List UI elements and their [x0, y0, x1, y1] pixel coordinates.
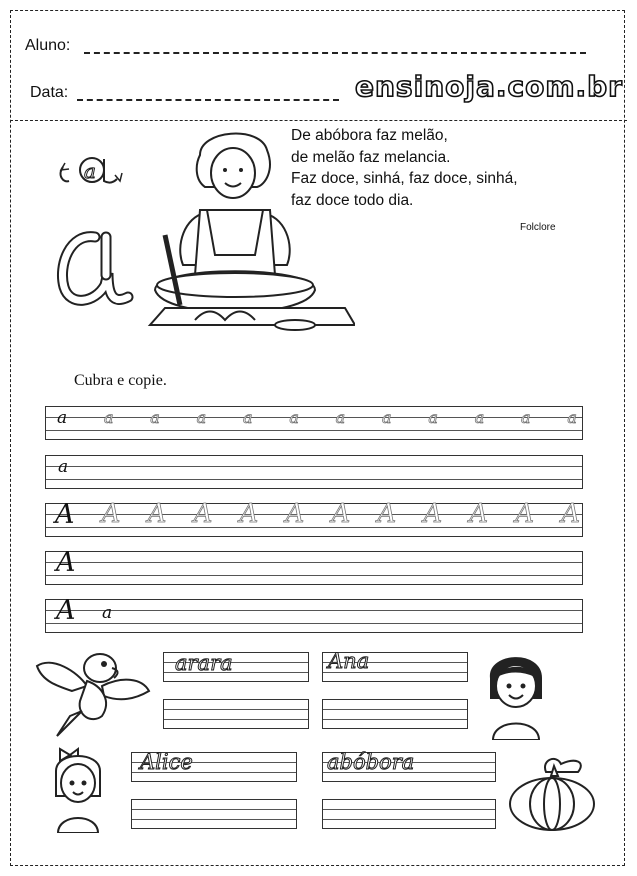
brand-logo: ensinoja.com.br	[355, 70, 623, 103]
exercise-instruction: Cubra e copie.	[74, 372, 167, 389]
upper-trace-letters	[55, 499, 580, 530]
trace-letter: a	[150, 408, 160, 427]
practice-row-upper-lower-copy[interactable]	[45, 599, 583, 633]
date-label: Data:	[30, 84, 69, 101]
practice-row-upper-copy[interactable]	[45, 551, 583, 585]
model-letter: a	[102, 603, 113, 623]
pumpkin-picture	[506, 752, 598, 832]
poem-line: Faz doce, sinhá, faz doce, sinhá,	[291, 170, 518, 187]
trace-letter: A	[515, 499, 535, 529]
word-alice: Alice	[140, 750, 193, 774]
uppercase-a-trace-icon	[50, 225, 140, 315]
trace-letter: a	[242, 408, 253, 427]
word-box-alice-copy[interactable]	[131, 799, 297, 829]
word-box-abobora-copy[interactable]	[322, 799, 496, 829]
word-arara: arara	[175, 651, 233, 675]
trace-letter: a	[103, 408, 114, 427]
practice-row-lower-copy[interactable]	[45, 455, 583, 489]
word-ana: Ana	[328, 649, 370, 673]
poem	[291, 125, 518, 211]
student-name-field[interactable]	[84, 52, 586, 54]
model-letter: a	[57, 408, 68, 428]
trace-letter: A	[239, 499, 259, 529]
lower-trace-letters	[57, 408, 577, 428]
parrot-picture	[32, 646, 154, 741]
trace-letter: A	[147, 499, 167, 529]
poem-line: De abóbora faz melão,	[291, 127, 448, 144]
word-abobora: abóbora	[327, 750, 415, 774]
trace-letter: A	[285, 499, 305, 529]
trace-letter: a	[289, 408, 299, 427]
date-field[interactable]	[77, 99, 339, 101]
poem-line: de melão faz melancia.	[291, 148, 451, 166]
lowercase-letter: a	[84, 159, 96, 183]
model-letter: A	[56, 595, 76, 626]
header-divider	[10, 120, 627, 121]
poem-line: faz doce todo dia.	[291, 191, 414, 209]
trace-letter: A	[331, 499, 351, 529]
model-letter: a	[58, 457, 69, 477]
trace-letter: A	[101, 499, 121, 529]
trace-letter: a	[567, 408, 577, 427]
trace-letter: a	[428, 408, 438, 427]
word-box-arara-copy[interactable]	[163, 699, 309, 729]
trace-letter: A	[423, 499, 443, 529]
trace-letter: a	[335, 408, 346, 427]
student-label: Aluno:	[25, 37, 71, 54]
trace-letter: a	[196, 408, 207, 427]
girl-picture	[483, 648, 548, 740]
word-box-ana-copy[interactable]	[322, 699, 468, 729]
trace-letter: a	[382, 408, 392, 427]
trace-letter: A	[561, 499, 580, 529]
poem-attribution: Folclore	[520, 222, 556, 233]
trace-letter: a	[474, 408, 485, 427]
girl-with-bow-picture	[48, 741, 108, 833]
trace-letter: a	[521, 408, 531, 427]
trace-letter: A	[193, 499, 213, 529]
model-letter: A	[56, 547, 76, 578]
trace-letter: A	[469, 499, 489, 529]
model-letter: A	[55, 499, 75, 530]
lowercase-a-trace-icon	[55, 145, 130, 195]
uppercase-letter: A	[54, 235, 55, 236]
trace-letter: A	[377, 499, 397, 529]
